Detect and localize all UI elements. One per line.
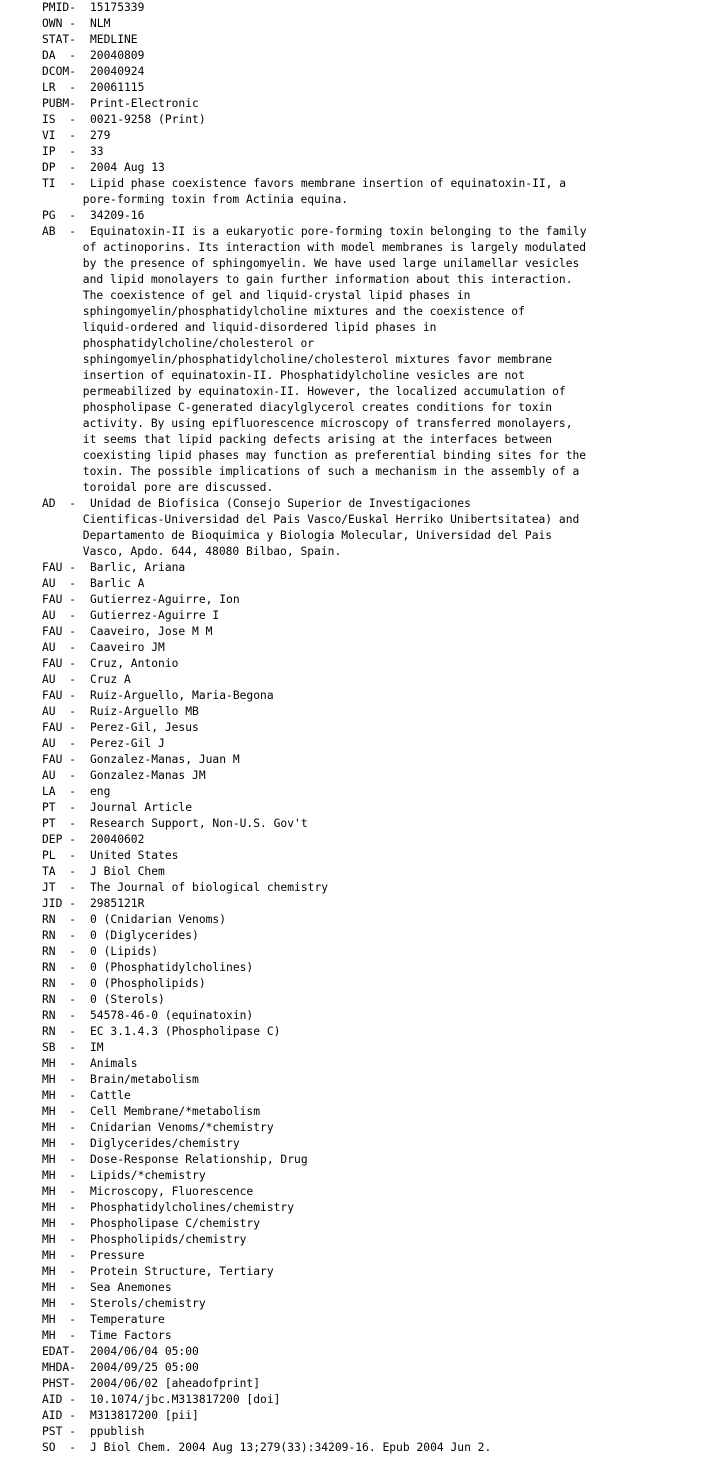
field-line [42, 1280, 587, 1296]
field-line [42, 96, 587, 112]
field-tag: RN - [42, 929, 77, 942]
field-line [42, 144, 587, 160]
field-value: eng [90, 785, 111, 798]
field-line [42, 1200, 587, 1216]
field-value: phosphatidylcholine/cholesterol or [42, 337, 315, 350]
field-value: Gonzalez-Manas, Juan M [90, 753, 240, 766]
field-value: 33 [90, 145, 104, 158]
field-line [42, 736, 587, 752]
field-value: sphingomyelin/phosphatidylcholine mixtures and the coexistence of [42, 305, 525, 318]
field-line [42, 1360, 587, 1376]
field-continuation-line [42, 544, 587, 560]
field-value: NLM [90, 17, 111, 30]
field-value: 2004/09/25 05:00 [90, 1361, 199, 1374]
field-line [42, 1008, 587, 1024]
field-tag: PST - [42, 1425, 77, 1438]
field-continuation-line [42, 320, 587, 336]
field-value: Caaveiro, Jose M M [90, 625, 213, 638]
field-continuation-line [42, 288, 587, 304]
field-line [42, 704, 587, 720]
field-line [42, 688, 587, 704]
field-line [42, 656, 587, 672]
field-line [42, 208, 587, 224]
field-value: 2004 Aug 13 [90, 161, 165, 174]
field-value: Print-Electronic [90, 97, 199, 110]
field-line [42, 1408, 587, 1424]
field-value: Cruz A [90, 673, 131, 686]
field-value: Pressure [90, 1249, 145, 1262]
field-tag: EDAT- [42, 1345, 77, 1358]
field-value: MEDLINE [90, 33, 138, 46]
field-line [42, 832, 587, 848]
field-line [42, 1344, 587, 1360]
field-tag: MH - [42, 1313, 77, 1326]
field-tag: MH - [42, 1169, 77, 1182]
field-tag: JID - [42, 897, 77, 910]
field-line [42, 0, 587, 16]
field-value: M313817200 [pii] [90, 1409, 199, 1422]
field-value: Diglycerides/chemistry [90, 1137, 240, 1150]
field-tag: MH - [42, 1137, 77, 1150]
field-line [42, 752, 587, 768]
field-tag: JT - [42, 881, 77, 894]
field-line [42, 1216, 587, 1232]
field-value: Temperature [90, 1313, 165, 1326]
field-value: Lipid phase coexistence favors membrane insertion of equinatoxin-II, a [90, 177, 567, 190]
field-tag: AU - [42, 641, 77, 654]
field-tag: PUBM- [42, 97, 77, 110]
field-tag: MH - [42, 1057, 77, 1070]
field-line [42, 880, 587, 896]
field-tag: MH - [42, 1329, 77, 1342]
field-line [42, 1248, 587, 1264]
field-tag: MH - [42, 1105, 77, 1118]
field-tag: STAT- [42, 33, 77, 46]
field-line [42, 1312, 587, 1328]
field-value: Departamento de Bioquimica y Biologia Molecular, Universidad del Pais [42, 529, 553, 542]
field-line [42, 1152, 587, 1168]
field-continuation-line [42, 464, 587, 480]
field-tag: RN - [42, 945, 77, 958]
field-value: coexisting lipid phases may function as preferential binding sites for the [42, 449, 587, 462]
field-tag: FAU - [42, 561, 77, 574]
field-tag: AID - [42, 1393, 77, 1406]
field-line [42, 1440, 587, 1456]
field-value: Lipids/*chemistry [90, 1169, 206, 1182]
field-line [42, 608, 587, 624]
field-value: The Journal of biological chemistry [90, 881, 329, 894]
field-continuation-line [42, 528, 587, 544]
field-tag: IP - [42, 145, 77, 158]
field-line [42, 576, 587, 592]
field-value: Phosphatidylcholines/chemistry [90, 1201, 295, 1214]
field-tag: AU - [42, 705, 77, 718]
field-line [42, 944, 587, 960]
field-continuation-line [42, 192, 587, 208]
field-tag: FAU - [42, 721, 77, 734]
field-tag: LR - [42, 81, 77, 94]
field-tag: DEP - [42, 833, 77, 846]
field-line [42, 1328, 587, 1344]
field-tag: PL - [42, 849, 77, 862]
field-value: J Biol Chem. 2004 Aug 13;279(33):34209-16. Epub 2004 Jun 2. [90, 1441, 492, 1454]
field-tag: FAU - [42, 593, 77, 606]
field-line [42, 768, 587, 784]
field-value: 0 (Lipids) [90, 945, 159, 958]
field-line [42, 80, 587, 96]
field-tag: PHST- [42, 1377, 77, 1390]
field-tag: AU - [42, 673, 77, 686]
field-continuation-line [42, 480, 587, 496]
field-continuation-line [42, 240, 587, 256]
field-line [42, 1264, 587, 1280]
field-value: Cruz, Antonio [90, 657, 179, 670]
field-tag: PT - [42, 817, 77, 830]
field-value: it seems that lipid packing defects arising at the interfaces between [42, 433, 553, 446]
field-value: ppublish [90, 1425, 145, 1438]
field-line [42, 640, 587, 656]
field-value: Cientificas-Universidad del Pais Vasco/Euskal Herriko Unibertsitatea) and [42, 513, 580, 526]
field-value: Vasco, Apdo. 644, 48080 Bilbao, Spain. [42, 545, 342, 558]
field-line [42, 992, 587, 1008]
field-value: Animals [90, 1057, 138, 1070]
field-value: 279 [90, 129, 111, 142]
field-tag: DA - [42, 49, 77, 62]
field-value: insertion of equinatoxin-II. Phosphatidylcholine vesicles are not [42, 369, 525, 382]
field-tag: SO - [42, 1441, 77, 1454]
field-continuation-line [42, 368, 587, 384]
field-tag: AU - [42, 609, 77, 622]
field-value: toxin. The possible implications of such a mechanism in the assembly of a [42, 465, 580, 478]
field-tag: MH - [42, 1249, 77, 1262]
field-continuation-line [42, 400, 587, 416]
field-tag: MH - [42, 1217, 77, 1230]
field-value: 34209-16 [90, 209, 145, 222]
field-line [42, 960, 587, 976]
field-tag: DCOM- [42, 65, 77, 78]
field-tag: MH - [42, 1265, 77, 1278]
field-tag: FAU - [42, 689, 77, 702]
field-line [42, 1392, 587, 1408]
field-continuation-line [42, 448, 587, 464]
field-tag: RN - [42, 993, 77, 1006]
field-value: United States [90, 849, 179, 862]
field-tag: MH - [42, 1297, 77, 1310]
field-line [42, 1088, 587, 1104]
field-value: Protein Structure, Tertiary [90, 1265, 274, 1278]
field-value: permeabilized by equinatoxin-II. However, the localized accumulation of [42, 385, 566, 398]
field-value: Barlic, Ariana [90, 561, 186, 574]
field-line [42, 624, 587, 640]
field-line [42, 1232, 587, 1248]
field-value: Caaveiro JM [90, 641, 165, 654]
field-value: Ruiz-Arguello, Maria-Begona [90, 689, 274, 702]
field-tag: RN - [42, 961, 77, 974]
field-line [42, 1072, 587, 1088]
field-line [42, 1024, 587, 1040]
field-value: 15175339 [90, 1, 145, 14]
field-line [42, 976, 587, 992]
field-line [42, 1136, 587, 1152]
field-tag: AB - [42, 225, 77, 238]
field-tag: RN - [42, 1025, 77, 1038]
field-tag: LA - [42, 785, 77, 798]
field-tag: MH - [42, 1233, 77, 1246]
field-line [42, 1376, 587, 1392]
field-value: activity. By using epifluorescence microscopy of transferred monolayers, [42, 417, 573, 430]
field-value: sphingomyelin/phosphatidylcholine/cholesterol mixtures favor membrane [42, 353, 553, 366]
field-value: 20061115 [90, 81, 145, 94]
field-tag: AID - [42, 1409, 77, 1422]
field-value: Cell Membrane/*metabolism [90, 1105, 261, 1118]
field-tag: VI - [42, 129, 77, 142]
field-value: phospholipase C-generated diacylglycerol creates conditions for toxin [42, 401, 553, 414]
field-line [42, 816, 587, 832]
field-line [42, 592, 587, 608]
field-continuation-line [42, 352, 587, 368]
field-value: 54578-46-0 (equinatoxin) [90, 1009, 254, 1022]
field-line [42, 224, 587, 240]
field-line [42, 1120, 587, 1136]
field-line [42, 560, 587, 576]
field-tag: TA - [42, 865, 77, 878]
field-line [42, 128, 587, 144]
field-value: 2004/06/02 [aheadofprint] [90, 1377, 261, 1390]
field-value: pore-forming toxin from Actinia equina. [42, 193, 349, 206]
field-value: Sterols/chemistry [90, 1297, 206, 1310]
field-line [42, 1424, 587, 1440]
field-tag: MH - [42, 1201, 77, 1214]
field-value: 0 (Sterols) [90, 993, 165, 1006]
field-value: Cattle [90, 1089, 131, 1102]
field-value: 0 (Phosphatidylcholines) [90, 961, 254, 974]
field-continuation-line [42, 432, 587, 448]
field-value: 0 (Phospholipids) [90, 977, 206, 990]
field-value: 0021-9258 (Print) [90, 113, 206, 126]
field-value: of actinoporins. Its interaction with model membranes is largely modulated [42, 241, 587, 254]
field-tag: PMID- [42, 1, 77, 14]
field-continuation-line [42, 256, 587, 272]
field-value: Cnidarian Venoms/*chemistry [90, 1121, 274, 1134]
field-value: 0 (Diglycerides) [90, 929, 199, 942]
field-line [42, 928, 587, 944]
field-value: 2004/06/04 05:00 [90, 1345, 199, 1358]
field-continuation-line [42, 336, 587, 352]
field-value: Ruiz-Arguello MB [90, 705, 199, 718]
field-tag: DP - [42, 161, 77, 174]
field-line [42, 1296, 587, 1312]
field-value: Phospholipids/chemistry [90, 1233, 247, 1246]
field-tag: IS - [42, 113, 77, 126]
field-value: J Biol Chem [90, 865, 165, 878]
field-value: 20040809 [90, 49, 145, 62]
field-value: liquid-ordered and liquid-disordered lipid phases in [42, 321, 437, 334]
field-line [42, 496, 587, 512]
field-tag: TI - [42, 177, 77, 190]
field-line [42, 864, 587, 880]
field-value: Perez-Gil J [90, 737, 165, 750]
field-value: 20040924 [90, 65, 145, 78]
field-value: Dose-Response Relationship, Drug [90, 1153, 308, 1166]
field-value: 10.1074/jbc.M313817200 [doi] [90, 1393, 281, 1406]
field-value: 20040602 [90, 833, 145, 846]
field-value: Gutierrez-Aguirre, Ion [90, 593, 240, 606]
field-tag: FAU - [42, 753, 77, 766]
medline-record [42, 0, 587, 1456]
field-continuation-line [42, 416, 587, 432]
field-line [42, 1104, 587, 1120]
field-line [42, 800, 587, 816]
field-line [42, 672, 587, 688]
field-value: toroidal pore are discussed. [42, 481, 274, 494]
field-value: Perez-Gil, Jesus [90, 721, 199, 734]
field-tag: RN - [42, 977, 77, 990]
field-value: 2985121R [90, 897, 145, 910]
field-line [42, 896, 587, 912]
field-value: 0 (Cnidarian Venoms) [90, 913, 227, 926]
field-line [42, 784, 587, 800]
field-value: EC 3.1.4.3 (Phospholipase C) [90, 1025, 281, 1038]
field-value: Microscopy, Fluorescence [90, 1185, 254, 1198]
field-value: Unidad de Biofisica (Consejo Superior de Investigaciones [90, 497, 471, 510]
field-value: Brain/metabolism [90, 1073, 199, 1086]
field-value: Gonzalez-Manas JM [90, 769, 206, 782]
field-line [42, 848, 587, 864]
field-value: Sea Anemones [90, 1281, 172, 1294]
field-tag: SB - [42, 1041, 77, 1054]
field-tag: FAU - [42, 625, 77, 638]
field-tag: MH - [42, 1073, 77, 1086]
field-tag: AU - [42, 769, 77, 782]
field-tag: RN - [42, 1009, 77, 1022]
field-tag: MH - [42, 1121, 77, 1134]
field-tag: AD - [42, 497, 77, 510]
field-line [42, 1056, 587, 1072]
field-value: and lipid monolayers to gain further information about this interaction. [42, 273, 573, 286]
field-value: Journal Article [90, 801, 193, 814]
field-line [42, 64, 587, 80]
field-continuation-line [42, 304, 587, 320]
field-tag: AU - [42, 737, 77, 750]
field-tag: FAU - [42, 657, 77, 670]
field-line [42, 1168, 587, 1184]
field-tag: AU - [42, 577, 77, 590]
field-value: Gutierrez-Aguirre I [90, 609, 220, 622]
field-line [42, 1040, 587, 1056]
field-value: IM [90, 1041, 104, 1054]
field-tag: RN - [42, 913, 77, 926]
field-line [42, 48, 587, 64]
field-tag: MH - [42, 1153, 77, 1166]
field-line [42, 720, 587, 736]
field-tag: MH - [42, 1185, 77, 1198]
field-continuation-line [42, 512, 587, 528]
field-line [42, 1184, 587, 1200]
field-tag: MH - [42, 1089, 77, 1102]
field-tag: PG - [42, 209, 77, 222]
field-tag: MH - [42, 1281, 77, 1294]
field-value: Equinatoxin-II is a eukaryotic pore-forming toxin belonging to the family [90, 225, 587, 238]
field-line [42, 112, 587, 128]
field-value: by the presence of sphingomyelin. We have used large unilamellar vesicles [42, 257, 580, 270]
field-continuation-line [42, 384, 587, 400]
field-line [42, 160, 587, 176]
field-value: Phospholipase C/chemistry [90, 1217, 261, 1230]
field-line [42, 32, 587, 48]
field-value: Research Support, Non-U.S. Gov't [90, 817, 308, 830]
field-tag: MHDA- [42, 1361, 77, 1374]
field-value: Time Factors [90, 1329, 172, 1342]
field-value: The coexistence of gel and liquid-crystal lipid phases in [42, 289, 471, 302]
field-continuation-line [42, 272, 587, 288]
field-line [42, 176, 587, 192]
field-line [42, 912, 587, 928]
field-value: Barlic A [90, 577, 145, 590]
field-tag: PT - [42, 801, 77, 814]
field-tag: OWN - [42, 17, 77, 30]
field-line [42, 16, 587, 32]
